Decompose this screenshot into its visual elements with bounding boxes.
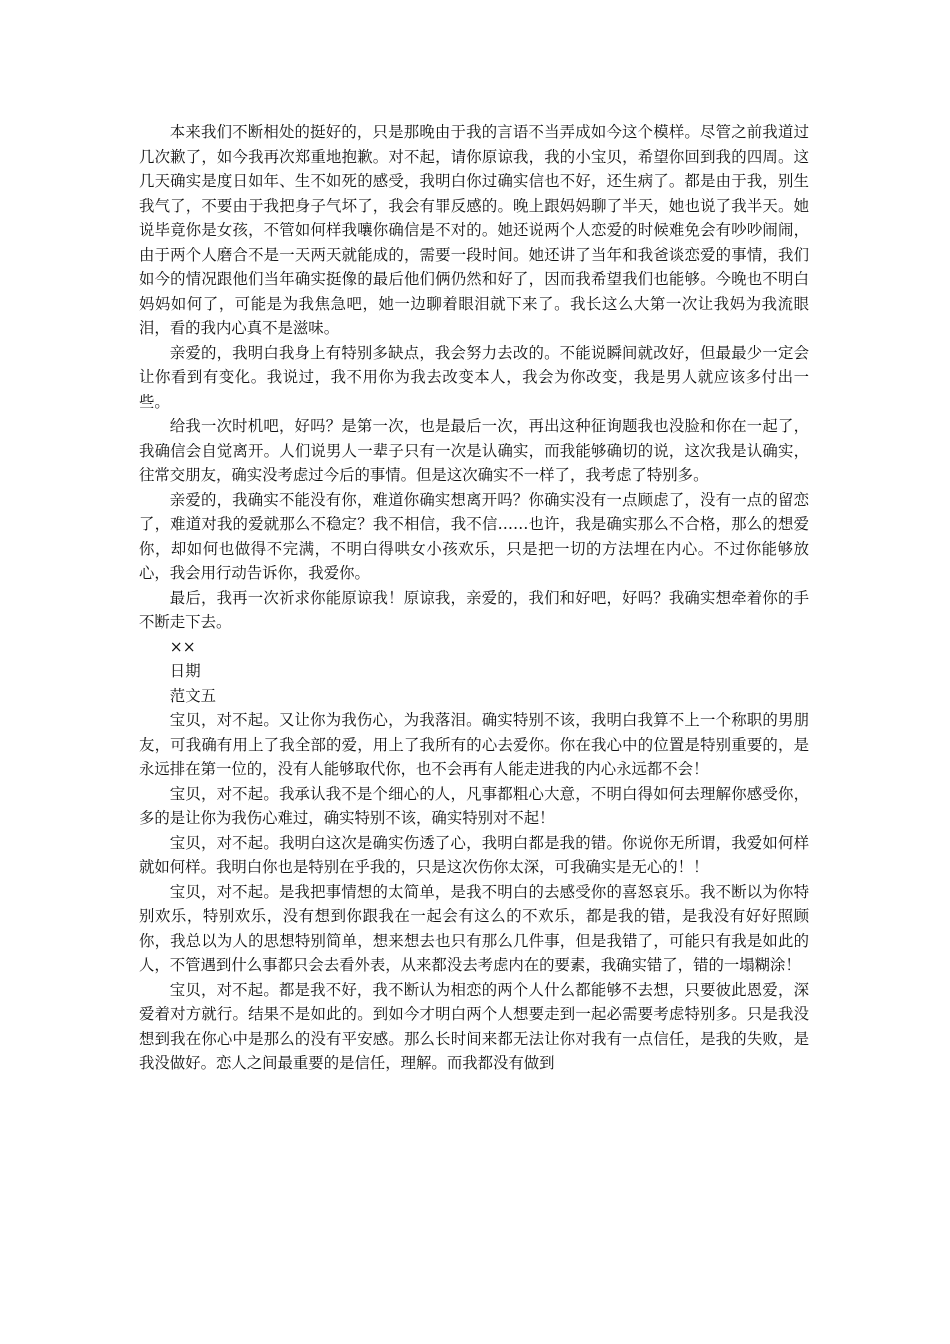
signature-line: ××	[169, 637, 196, 656]
section-heading: 范文五	[169, 686, 216, 705]
date-line: 日期	[169, 662, 201, 680]
paragraph-8: 宝贝，对不起。我明白这次是确实伤透了心，我明白都是我的错。你说你无所谓，我爱如何样就如何样。我明白你也是特别在乎我的，只是这次伤你太深，可我确实是无心的！！	[139, 833, 809, 876]
paragraph-1: 本来我们不断相处的挺好的，只是那晚由于我的言语不当弄成如今这个模样。尽管之前我道过几次歉了，如今我再次郑重地抱歉。对不起，请你原谅我，我的小宝贝，希望你回到我的四周。这几天确实是度日如年、生不如死的感受，我明白你过确实信也不好，还生病了。都是由于我，别生我气了，不要由于我把身子气坏了，我会有罪反感的。晚上跟妈妈聊了半天，她也说了我半天。她说毕竟你是女孩，不管如何样我嚷你确信是不对的。她还说两个人恋爱的时候难免会有吵吵闹闹，由于两个人磨合不是一天两天就能成的，需要一段时间。她还讲了当年和我爸谈恋爱的事情，我们如今的情况跟他们当年确实挺像的最后他们俩仍然和好了，因而我希望我们也能够。今晚也不明白妈妈如何了，可能是为我焦急吧，她一边聊着眼泪就下来了。我长这么大第一次让我妈为我流眼泪，看的我内心真不是滋味。	[139, 123, 809, 337]
paragraph-10: 宝贝，对不起。都是我不好，我不断认为相恋的两个人什么都能够不去想，只要彼此恩爱，深爱着对方就行。结果不是如此的。到如今才明白两个人想要走到一起必需要考虑特别多。只是我没想到我在你心中是那么的没有平安感。那么长时间来都无法让你对我有一点信任，是我的失败，是我没做好。恋人之间最重要的是信任，理解。而我都没有做到	[139, 980, 809, 1072]
paragraph-9: 宝贝，对不起。是我把事情想的太简单，是我不明白的去感受你的喜怒哀乐。我不断以为你特别欢乐，特别欢乐，没有想到你跟我在一起会有这么的不欢乐，都是我的错，是我没有好好照顾你，我总以为人的思想特别简单，想来想去也只有那么几件事，但是我错了，可能只有我是如此的人，不管遇到什么事都只会去看外表，从来都没去考虑内在的要素，我确实错了，错的一塌糊涂！	[139, 882, 809, 974]
paragraph-7: 宝贝，对不起。我承认我不是个细心的人，凡事都粗心大意，不明白得如何去理解你感受你，多的是让你为我伤心难过，确实特别不该，确实特别对不起！	[139, 784, 809, 827]
paragraph-6: 宝贝，对不起。又让你为我伤心，为我落泪。确实特别不该，我明白我算不上一个称职的男朋友，可我确有用上了我全部的爱，用上了我所有的心去爱你。你在我心中的位置是特别重要的，是永远排在第一位的，没有人能够取代你，也不会再有人能走进我的内心永远都不会！	[139, 711, 809, 778]
paragraph-2: 亲爱的，我明白我身上有特别多缺点，我会努力去改的。不能说瞬间就改好，但最最少一定会让你看到有变化。我说过，我不用你为我去改变本人，我会为你改变，我是男人就应该多付出一些。	[139, 343, 809, 411]
document-body	[139, 120, 809, 1076]
paragraph-5: 最后，我再一次祈求你能原谅我！原谅我，亲爱的，我们和好吧，好吗？我确实想牵着你的手不断走下去。	[139, 588, 809, 631]
paragraph-4: 亲爱的，我确实不能没有你，难道你确实想离开吗？你确实没有一点顾虑了，没有一点的留恋了，难道对我的爱就那么不稳定？我不相信，我不信……也许，我是确实那么不合格，那么的想爱你，却如何也做得不完满，不明白得哄女小孩欢乐，只是把一切的方法埋在内心。不过你能够放心，我会用行动告诉你，我爱你。	[139, 490, 809, 582]
paragraph-3: 给我一次时机吧，好吗？是第一次，也是最后一次，再出这种征询题我也没脸和你在一起了，我确信会自觉离开。人们说男人一辈子只有一次是认确实，而我能够确切的说，这次我是认确实，往常交朋友，确实没考虑过今后的事情。但是这次确实不一样了，我考虑了特别多。	[139, 417, 809, 484]
